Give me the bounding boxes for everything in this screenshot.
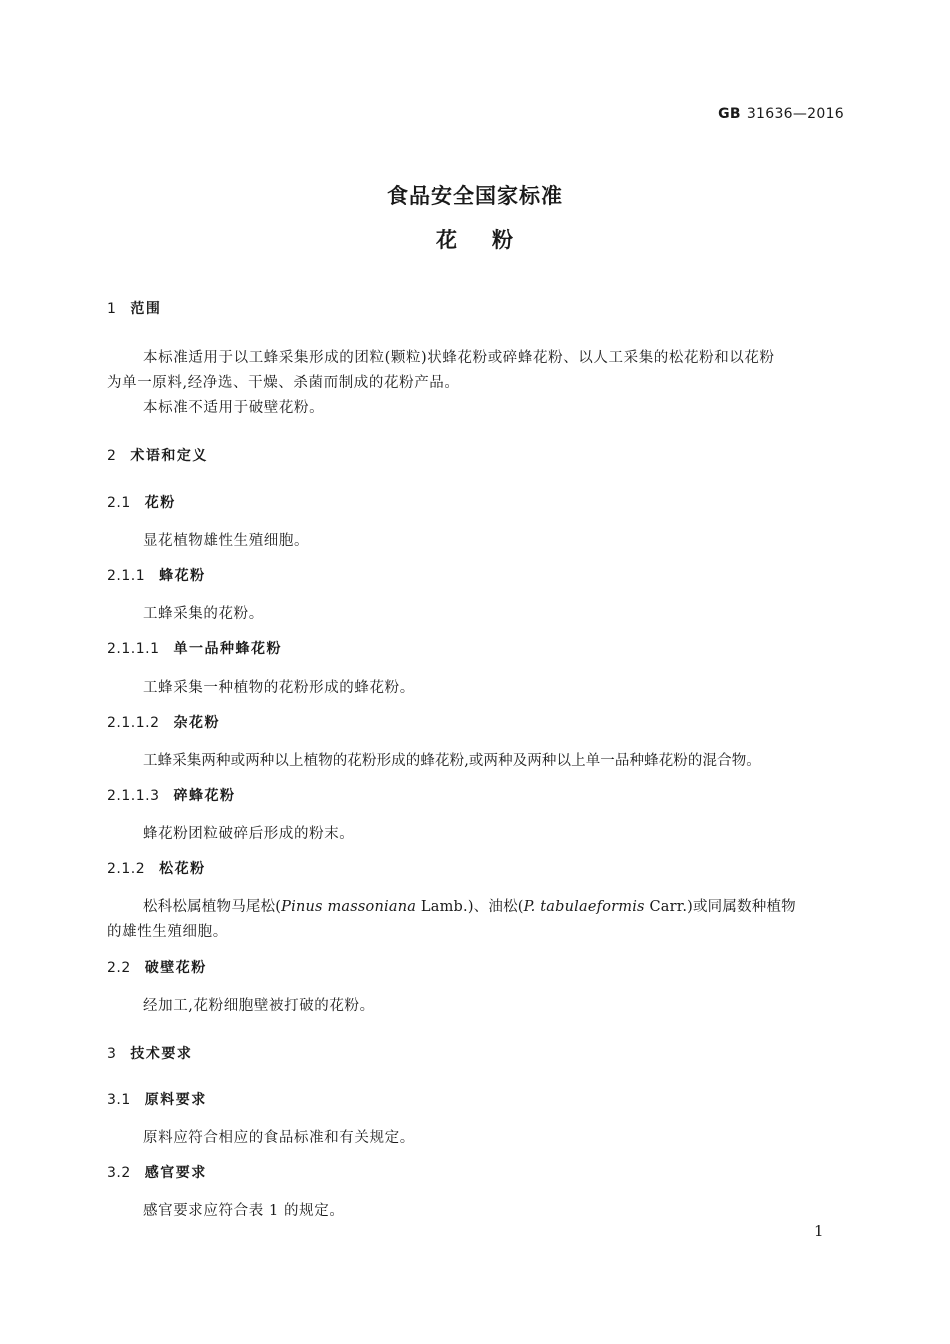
subtitle-char-1: 花 [436, 228, 458, 252]
section-heading-3-1 [107, 1089, 207, 1109]
section-title: 术语和定义 [130, 448, 208, 464]
standard-code [718, 106, 844, 122]
section-number: 1 [107, 301, 117, 317]
definition-text: 显花植物雄性生殖细胞。 [143, 533, 310, 549]
pine-pollen-definition-line-1 [143, 895, 796, 916]
section-heading-2-1-2 [107, 858, 206, 878]
standard-prefix: GB [718, 106, 741, 122]
scope-paragraph-line-1: 本标准适用于以工蜂采集形成的团粒(颗粒)状蜂花粉或碎蜂花粉、以人工采集的松花粉和以花粉 [143, 350, 775, 366]
section-title: 感官要求 [144, 1165, 207, 1181]
section-number: 2.1.1 [107, 568, 146, 584]
section-number: 2.1.1.1 [107, 641, 160, 657]
text-segment: 松科松属植物马尾松( [143, 899, 282, 915]
section-title: 碎蜂花粉 [173, 788, 236, 804]
section-title: 破壁花粉 [144, 960, 207, 976]
section-title: 范围 [130, 301, 162, 317]
section-heading-3 [107, 1043, 192, 1063]
section-number: 2.1 [107, 495, 131, 511]
section-title: 松花粉 [159, 861, 206, 877]
section-heading-2-1-1-2 [107, 712, 220, 732]
section-title: 单一品种蜂花粉 [173, 641, 282, 657]
definition-text: 蜂花粉团粒破碎后形成的粉末。 [143, 826, 355, 842]
section-title: 原料要求 [144, 1092, 207, 1108]
requirement-text: 原料应符合相应的食品标准和有关规定。 [143, 1130, 415, 1146]
section-number: 3.1 [107, 1092, 131, 1108]
requirement-text: 感官要求应符合表 1 的规定。 [143, 1203, 345, 1219]
section-title: 杂花粉 [173, 715, 220, 731]
standard-number: 31636—2016 [746, 106, 844, 122]
section-number: 2.1.1.3 [107, 788, 160, 804]
latin-name: Pinus massoniana [281, 899, 417, 915]
section-heading-3-2 [107, 1162, 207, 1182]
section-number: 3.2 [107, 1165, 131, 1181]
section-heading-2-1-1-3 [107, 785, 235, 805]
definition-text: 工蜂采集两种或两种以上植物的花粉形成的蜂花粉,或两种及两种以上单一品种蜂花粉的混合物。 [143, 753, 761, 769]
section-number: 2.1.1.2 [107, 715, 160, 731]
section-number: 2.2 [107, 960, 131, 976]
definition-text: 工蜂采集一种植物的花粉形成的蜂花粉。 [143, 680, 415, 696]
section-number: 2 [107, 448, 117, 464]
section-number: 3 [107, 1046, 117, 1062]
section-heading-2-1 [107, 492, 176, 512]
section-title: 花粉 [144, 495, 176, 511]
definition-text: 经加工,花粉细胞壁被打破的花粉。 [143, 998, 375, 1014]
page-number: 1 [814, 1222, 824, 1240]
section-heading-2-1-1-1 [107, 638, 282, 658]
scope-paragraph-line-2: 为单一原料,经净选、干燥、杀菌而制成的花粉产品。 [107, 375, 460, 391]
section-number: 2.1.2 [107, 861, 146, 877]
scope-exclusion: 本标准不适用于破壁花粉。 [143, 400, 325, 416]
subtitle-char-2: 粉 [492, 228, 514, 252]
latin-name: P. tabulaeformis [523, 899, 645, 915]
document-title: 食品安全国家标准 [387, 184, 563, 208]
section-heading-2-1-1 [107, 565, 206, 585]
definition-text: 工蜂采集的花粉。 [143, 606, 264, 622]
text-segment: Carr.)或同属数种植物 [644, 899, 796, 915]
section-heading-2 [107, 445, 208, 465]
section-heading-1 [107, 298, 161, 318]
section-heading-2-2 [107, 957, 207, 977]
document-subtitle [0, 224, 950, 254]
section-title: 技术要求 [130, 1046, 193, 1062]
section-title: 蜂花粉 [159, 568, 206, 584]
pine-pollen-definition-line-2: 的雄性生殖细胞。 [107, 924, 228, 940]
text-segment: Lamb.)、油松( [416, 899, 524, 915]
